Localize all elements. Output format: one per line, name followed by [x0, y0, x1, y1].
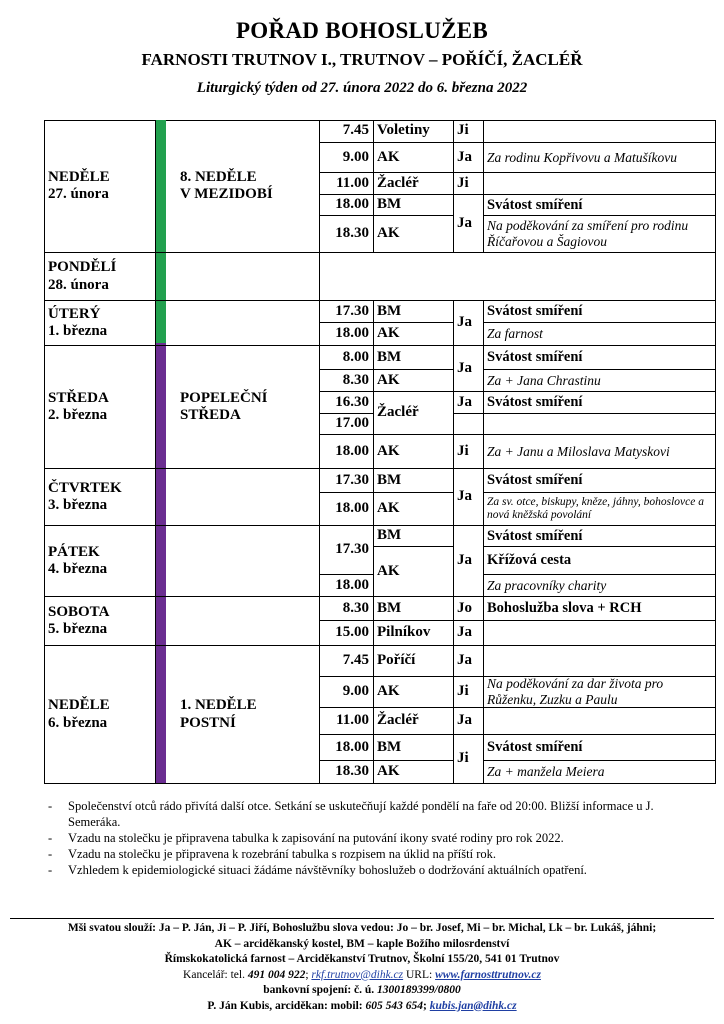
service-priest: Ji	[454, 120, 484, 143]
service-time: 18.00	[320, 575, 374, 597]
service-time: 8.30	[320, 370, 374, 392]
service-time: 17.30	[320, 301, 374, 323]
service-priest: Ja	[454, 346, 484, 392]
color-gap	[156, 526, 166, 597]
notice-item: - Společenství otců rádo přivítá další otce. Setkání se uskutečňují každé pondělí na faře od 20:00. Bližší informace u J. Semeráka.	[46, 798, 706, 830]
notices-list	[46, 798, 706, 878]
day-cell	[44, 646, 156, 784]
service-time: 17.30	[320, 526, 374, 575]
service-priest: Ja	[454, 646, 484, 677]
page-title: POŘAD BOHOSLUŽEB	[235, 18, 489, 43]
day-name: STŘEDA 2. března	[48, 389, 109, 423]
service-place: Pilníkov	[374, 621, 454, 646]
service-time: 7.45	[320, 646, 374, 677]
service-place: Žacléř	[374, 708, 454, 735]
service-time: 11.00	[320, 173, 374, 195]
service-time: 18.00	[320, 735, 374, 761]
day-cell	[44, 597, 156, 646]
service-place: BM	[374, 526, 454, 547]
service-priest: Ja	[454, 143, 484, 173]
service-intention: Za + Janu a Miloslava Matyskovi	[484, 435, 716, 469]
service-time: 17.30	[320, 469, 374, 493]
service-time: 9.00	[320, 677, 374, 708]
day-cell	[44, 346, 156, 469]
service-priest: Ja	[454, 195, 484, 253]
service-place: AK	[374, 677, 454, 708]
service-time: 18.00	[320, 323, 374, 346]
service-time: 18.00	[320, 195, 374, 216]
service-intention: Svátost smíření	[484, 526, 716, 547]
empty-service-area	[320, 253, 716, 301]
service-priest: Ji	[454, 677, 484, 708]
liturgy-cell	[166, 120, 320, 253]
schedule-table	[44, 120, 716, 784]
service-intention: Za sv. otce, biskupy, kněze, jáhny, bohoslovce a nová kněžská povolání	[484, 493, 716, 526]
service-time: 7.45	[320, 120, 374, 143]
service-place: BM	[374, 469, 454, 493]
service-place: AK	[374, 143, 454, 173]
service-priest: Ja	[454, 301, 484, 346]
service-intention: Na poděkování za dar života pro Růženku, Zuzku a Paulu	[484, 677, 716, 708]
color-gap	[156, 346, 166, 469]
color-gap	[156, 301, 166, 346]
liturgy-cell	[166, 346, 320, 469]
service-place: AK	[374, 547, 454, 597]
service-priest: Ja	[454, 526, 484, 597]
liturgical-week: Liturgický týden od 27. února 2022 do 6. března 2022	[196, 80, 528, 96]
color-gap	[156, 120, 166, 253]
liturgy-cell	[166, 526, 320, 597]
liturgy-cell	[166, 469, 320, 526]
day-name: PÁTEK 4. března	[48, 543, 108, 577]
service-place: AK	[374, 323, 454, 346]
service-place: AK	[374, 493, 454, 526]
service-time: 16.30	[320, 392, 374, 414]
color-gap	[156, 597, 166, 646]
day-name: ÚTERÝ 1. března	[48, 305, 108, 339]
service-intention	[484, 173, 716, 195]
service-place: AK	[374, 761, 454, 784]
bank-account: bankovní spojení: č. ú. 1300189399/0800	[263, 984, 461, 996]
day-name: PONDĚLÍ 28. února	[48, 259, 117, 293]
service-time: 17.00	[320, 414, 374, 435]
service-place: Poříčí	[374, 646, 454, 677]
day-name: SOBOTA 5. března	[48, 603, 110, 637]
service-place: Žacléř	[374, 173, 454, 195]
service-place: BM	[374, 735, 454, 761]
service-time: 8.00	[320, 346, 374, 370]
day-cell	[44, 120, 156, 253]
liturgy-name: POPELEČNÍ STŘEDA	[180, 389, 268, 423]
service-place: BM	[374, 301, 454, 323]
service-time: 11.00	[320, 708, 374, 735]
service-intention: Za farnost	[484, 323, 716, 346]
service-intention: Za + Jana Chrastinu	[484, 370, 716, 392]
color-gap	[156, 646, 166, 784]
service-priest: Ja	[454, 621, 484, 646]
service-place: AK	[374, 370, 454, 392]
service-intention: Svátost smíření	[484, 469, 716, 493]
priest-email-link[interactable]: kubis.jan@dihk.cz	[429, 999, 517, 1012]
service-intention	[484, 414, 716, 435]
service-priest: Ja	[454, 708, 484, 735]
notice-item: - Vzhledem k epidemiologické situaci žádáme návštěvníky bohoslužeb o dodržování aktuálních opatření.	[46, 862, 706, 878]
day-name: NEDĚLE 6. března	[48, 697, 110, 731]
parishes-subtitle: FARNOSTI TRUTNOV I., TRUTNOV – POŘÍČÍ, ŽACLÉŘ	[141, 50, 583, 69]
service-intention	[484, 621, 716, 646]
service-intention: Svátost smíření	[484, 392, 716, 414]
service-intention: Svátost smíření	[484, 195, 716, 216]
liturgy-cell	[166, 646, 320, 784]
notice-item: - Vzadu na stolečku je připravena k rozebrání tabulka s rozpisem na úklid na příští rok.	[46, 846, 706, 862]
day-name: NEDĚLE 27. února	[48, 168, 110, 202]
service-place: Žacléř	[374, 392, 454, 435]
service-time: 18.00	[320, 435, 374, 469]
service-place: BM	[374, 346, 454, 370]
liturgy-name: 8. NEDĚLE V MEZIDOBÍ	[180, 168, 273, 202]
service-priest	[454, 414, 484, 435]
service-priest: Ji	[454, 173, 484, 195]
service-intention: Bohoslužba slova + RCH	[484, 597, 716, 621]
day-cell	[44, 526, 156, 597]
service-time: 9.00	[320, 143, 374, 173]
liturgy-cell	[166, 597, 320, 646]
service-intention: Svátost smíření	[484, 735, 716, 761]
service-time: 8.30	[320, 597, 374, 621]
service-time: 15.00	[320, 621, 374, 646]
service-priest: Jo	[454, 597, 484, 621]
service-intention: Křížová cesta	[484, 547, 716, 575]
service-priest: Ja	[454, 469, 484, 526]
website-link[interactable]: www.farnosttrutnov.cz	[435, 968, 541, 981]
parish-address: Římskokatolická farnost – Arciděkanství Trutnov, Školní 155/20, 541 01 Trutnov	[164, 953, 560, 965]
service-intention	[484, 708, 716, 735]
service-place: BM	[374, 195, 454, 216]
service-priest: Ja	[454, 392, 484, 414]
service-priest: Ji	[454, 735, 484, 784]
service-intention	[484, 120, 716, 143]
service-intention: Za + manžela Meiera	[484, 761, 716, 784]
office-email-link[interactable]: rkf.trutnov@dihk.cz	[311, 968, 404, 981]
day-cell	[44, 253, 156, 301]
service-intention: Svátost smíření	[484, 301, 716, 323]
service-time: 18.30	[320, 761, 374, 784]
liturgy-cell	[166, 253, 320, 301]
service-place: Voletiny	[374, 120, 454, 143]
footer-legend-priests: Mši svatou slouží: Ja – P. Ján, Ji – P. Jiří, Bohoslužbu slova vedou: Jo – br. Josef, Mi – br. Michal, Lk – br. Lukáš, jáhni;	[67, 922, 657, 934]
liturgy-cell	[166, 301, 320, 346]
service-place: AK	[374, 216, 454, 253]
service-priest: Ji	[454, 435, 484, 469]
color-gap	[156, 253, 166, 301]
service-intention: Na poděkování za smíření pro rodinu Říčařovou a Šagiovou	[484, 216, 716, 253]
service-intention: Za rodinu Kopřivovu a Matušíkovu	[484, 143, 716, 173]
notice-item: - Vzadu na stolečku je připravena tabulka k zapisování na putování ikony svaté rodiny pro rok 2022.	[46, 830, 706, 846]
color-gap	[156, 469, 166, 526]
service-intention: Za pracovníky charity	[484, 575, 716, 597]
service-place: AK	[374, 435, 454, 469]
service-time: 18.30	[320, 216, 374, 253]
office-contacts: Kancelář: tel. 491 004 922; rkf.trutnov@dihk.cz URL: www.farnosttrutnov.cz	[183, 968, 541, 981]
service-time: 18.00	[320, 493, 374, 526]
service-intention	[484, 646, 716, 677]
day-name: ČTVRTEK 3. března	[48, 479, 122, 513]
service-place: BM	[374, 597, 454, 621]
day-cell	[44, 469, 156, 526]
liturgy-name: 1. NEDĚLE POSTNÍ	[180, 697, 257, 731]
footer-rule	[10, 918, 714, 919]
footer-legend-places: AK – arciděkanský kostel, BM – kaple Božího milosrdenství	[214, 937, 510, 950]
footer	[10, 921, 714, 1014]
day-cell	[44, 301, 156, 346]
priest-contacts: P. Ján Kubis, arciděkan: mobil: 605 543 654; kubis.jan@dihk.cz	[207, 999, 517, 1012]
service-intention: Svátost smíření	[484, 346, 716, 370]
